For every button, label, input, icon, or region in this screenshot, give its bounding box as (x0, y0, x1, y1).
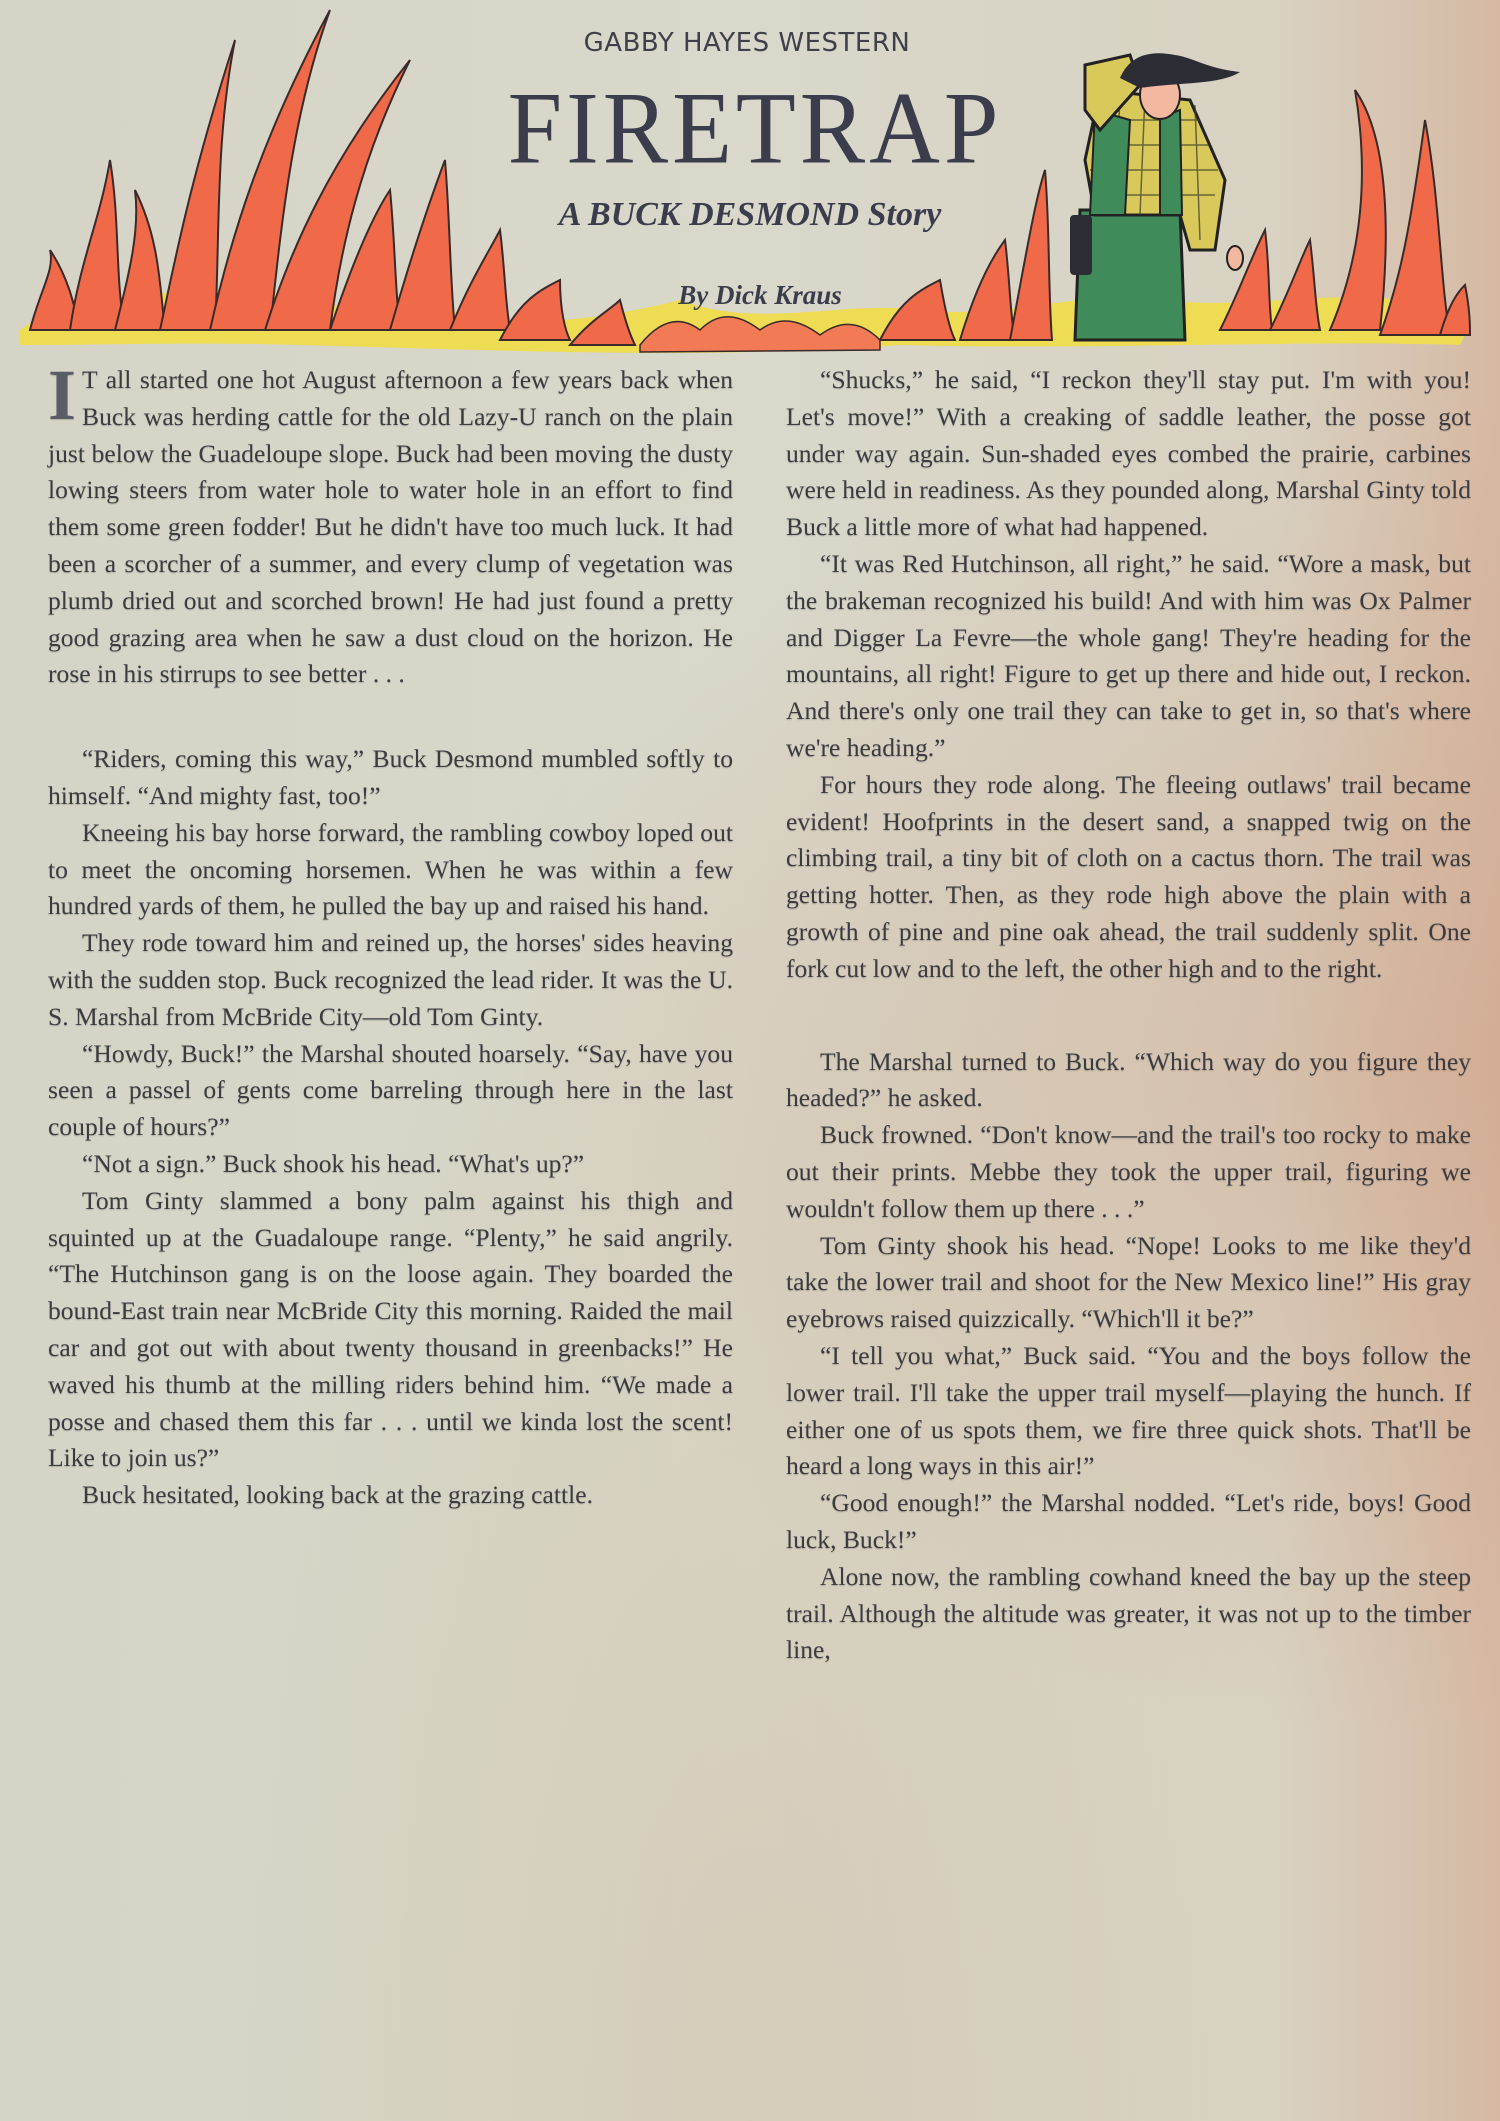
paragraph: Kneeing his bay horse forward, the rambling cowboy loped out to meet the oncoming horsemen. When he was within a few hundred yards of them, he pulled the bay up and raised his hand. (48, 817, 733, 921)
left-text-column (48, 355, 733, 1514)
story-title: FIRETRAP (507, 72, 1003, 186)
paragraph: “Not a sign.” Buck shook his head. “What's up?” (82, 1148, 585, 1178)
paragraph: Buck frowned. “Don't know—and the trail's too rocky to make out their prints. Mebbe they took the upper trail, figuring we wouldn't follow them up there . . .” (786, 1120, 1471, 1223)
paragraph: The Marshal turned to Buck. “Which way do you figure they headed?” he asked. (786, 1046, 1471, 1113)
paragraph: “Howdy, Buck!” the Marshal shouted hoarsely. “Say, have you seen a passel of gents come barreling through here in the last couple of hours?” (48, 1038, 733, 1142)
paragraph: “Good enough!” the Marshal nodded. “Let's ride, boys! Good luck, Buck!” (786, 1488, 1471, 1554)
paragraph: “Riders, coming this way,” Buck Desmond mumbled softly to himself. “And mighty fast, too!” (48, 744, 733, 810)
paragraph: Buck hesitated, looking back at the grazing cattle. (82, 1480, 593, 1510)
paragraph: Alone now, the rambling cowhand kneed the bay up the steep trail. Although the altitude was greater, it was not up to the timber line, (786, 1561, 1471, 1665)
paragraph: Tom Ginty slammed a bony palm against his thigh and squinted up at the Guadaloupe range. “Plenty,” he said angrily. “The Hutchinson gang is on the loose again. They boarded the bound-East train near McBride City this morning. Raided the mail car and got out with about twenty thousand in greenbacks!” He waved his thumb at the milling riders behind him. “We made a posse and chased them this far . . . until we kinda lost the scent! Like to join us?” (48, 1185, 733, 1473)
paragraph: “It was Red Hutchinson, all right,” he said. “Wore a mask, but the brakeman recognized his build! And with him was Ox Palmer and Digger La Fevre—the whole gang! They're heading for the mountains, all right! Figure to get up there and hide out, I reckon. And there's only one trail they can take to get in, so that's where we're heading.” (786, 548, 1471, 762)
author-byline: By Dick Kraus (678, 280, 842, 310)
paragraph: They rode toward him and reined up, the horses' sides heaving with the sudden stop. Buck recognized the lead rider. It was the U. S. Marshal from McBride City—old Tom Ginty. (48, 928, 733, 1031)
paragraph: “Shucks,” he said, “I reckon they'll stay put. I'm with you! Let's move!” With a creaking of saddle leather, the posse got under way again. Sun-shaded eyes combed the prairie, carbines were held in readiness. As they pounded along, Marshal Ginty told Buck a little more of what had happened. (786, 365, 1471, 542)
paragraph: For hours they rode along. The fleeing outlaws' trail became evident! Hoofprints in the desert sand, a snapped twig on the climbing trail, a tiny bit of cloth on a cactus thorn. The trail was getting hotter. Then, as they rode high above the plain with a growth of pine and pine oak ahead, the trail suddenly split. One fork cut low and to the left, the other high and to the right. (786, 769, 1471, 983)
right-text-column (786, 362, 1471, 1669)
story-header (0, 0, 1500, 370)
series-title: GABBY HAYES WESTERN (583, 28, 911, 58)
cowboy-figure-icon (1070, 53, 1243, 340)
story-subtitle: A BUCK DESMOND Story (558, 196, 942, 233)
paragraph: “I tell you what,” Buck said. “You and the boys follow the lower trail. I'll take the upper trail myself—playing the hunch. If either one of us spots them, we fire three quick shots. That'll be heard a long ways in this air!” (786, 1340, 1471, 1481)
drop-cap: I (48, 355, 77, 435)
paragraph: Tom Ginty shook his head. “Nope! Looks to me like they'd take the lower trail and shoot for the New Mexico line!” His gray eyebrows raised quizzically. “Which'll it be?” (786, 1230, 1471, 1334)
paragraph: I T all started one hot August afternoon a few years back when Buck was herding cattle for the old Lazy-U ranch on the plain just below the Guadeloupe slope. Buck had been moving the dusty lowing steers from water hole to water hole in an effort to find them some green fodder! But he didn't have too much luck. It had been a scorcher of a summer, and every clump of vegetation was plumb dried out and scorched brown! He had just found a pretty good grazing area when he saw a dust cloud on the horizon. He rose in his stirrups to see better . . . (48, 355, 733, 689)
